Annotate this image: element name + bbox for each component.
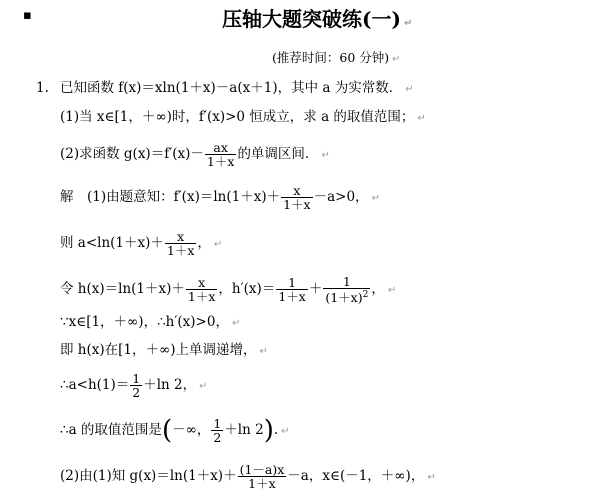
s3-frac1-num: x — [186, 276, 218, 290]
s3-suffix: ， — [371, 281, 385, 298]
s7-prefix: ∴a 的取值范围是 — [60, 422, 162, 438]
s1-frac-den: 1＋x — [283, 197, 311, 212]
paragraph-mark-icon: ↵ — [427, 472, 436, 483]
s3-mid: ，h′(x)＝ — [218, 281, 276, 298]
paragraph-mark-icon: ↵ — [321, 150, 330, 161]
paragraph-mark-icon: ↵ — [281, 426, 290, 437]
s3-fraction-2 — [276, 276, 308, 303]
s1-frac-num: x — [281, 184, 313, 198]
s3-frac2-den: 1＋x — [278, 289, 306, 305]
problem-intro — [60, 78, 414, 100]
solution-line-7 — [60, 417, 290, 444]
paragraph-mark-icon: ↵ — [213, 239, 223, 250]
s7-suffix: . — [273, 422, 279, 438]
bullet-marker: ▪ — [23, 8, 32, 23]
paragraph-mark-icon: ↵ — [417, 113, 426, 124]
paragraph-mark-icon: ↵ — [405, 84, 414, 95]
s3-frac2-num: 1 — [276, 276, 308, 290]
s3-frac3-exponent: 2 — [362, 290, 369, 300]
s2-frac-num: x — [165, 230, 197, 244]
recommended-time — [272, 48, 401, 66]
s6-frac-den: 2 — [132, 385, 141, 400]
s7-open-paren: ( — [161, 415, 173, 446]
s6-frac-num: 1 — [132, 371, 141, 386]
s3-frac3-den — [323, 289, 370, 304]
paragraph-mark-icon: ↵ — [371, 193, 380, 204]
solution-line-2 — [60, 230, 222, 257]
paragraph-mark-icon: ↵ — [199, 381, 208, 392]
s2-fraction — [165, 230, 197, 257]
question-1-text: (1)当 x∈[1，＋∞)时，f′(x)>0 恒成立，求 a 的取值范围； — [60, 109, 415, 125]
s7-fraction — [211, 417, 223, 444]
s4-text: ∵x∈[1，＋∞)，∴h′(x)>0， — [60, 314, 229, 330]
paragraph-mark-icon: ↵ — [259, 346, 268, 357]
s1-suffix: －a>0， — [313, 189, 369, 205]
s2-suffix: ， — [197, 235, 211, 251]
s6-suffix: ＋ln 2， — [143, 377, 197, 393]
question-2 — [60, 141, 330, 168]
s8-prefix: (2)由(1)知 g(x)＝ln(1＋x)＋ — [60, 468, 237, 484]
s1-prefix: 解 (1)由题意知：f′(x)＝ln(1＋x)＋ — [60, 189, 281, 205]
paragraph-mark-icon: ↵ — [392, 54, 401, 65]
solution-line-5 — [60, 340, 268, 362]
s7-frac-num: 1 — [213, 416, 222, 431]
paragraph-mark-icon: ↵ — [231, 318, 241, 329]
s8-frac-num: (1－a)x — [239, 462, 285, 477]
s3-prefix: 令 h(x)＝ln(1＋x)＋ — [60, 281, 185, 298]
solution-line-6 — [60, 372, 208, 399]
s1-fraction — [281, 184, 313, 211]
s2-prefix: 则 a<ln(1＋x)＋ — [60, 235, 164, 251]
q2-frac-num: ax — [205, 141, 237, 155]
s7-inner-1: －∞， — [172, 422, 211, 438]
page-title — [222, 3, 412, 32]
question-1 — [60, 107, 426, 129]
s2-frac-den: 1＋x — [166, 243, 195, 258]
solution-line-8 — [60, 463, 436, 490]
recommended-time-text: (推荐时间：60 分钟) — [272, 50, 390, 65]
s3-fraction-1 — [186, 276, 218, 303]
paragraph-mark-icon: ↵ — [387, 285, 397, 297]
q2-fraction — [205, 141, 237, 168]
title-text: 压轴大题突破练(一) — [222, 7, 401, 31]
s3-plus: ＋ — [308, 281, 323, 298]
s3-frac1-den: 1＋x — [187, 289, 216, 305]
s3-frac3-num: 1 — [323, 275, 370, 289]
problem-number: 1. — [36, 80, 49, 96]
s6-fraction — [130, 372, 142, 399]
s7-close-paren: ) — [263, 415, 274, 446]
s8-frac-den: 1＋x — [248, 476, 276, 491]
paragraph-mark-icon: ↵ — [403, 18, 413, 29]
s6-prefix: ∴a<h(1)＝ — [60, 377, 130, 393]
q2-prefix: (2)求函数 g(x)＝f′(x)－ — [60, 146, 204, 162]
solution-line-4 — [60, 312, 240, 334]
s3-fraction-3 — [323, 275, 370, 304]
q2-frac-den: 1＋x — [206, 154, 235, 169]
solution-line-1 — [60, 184, 380, 211]
s5-text: 即 h(x)在[1，＋∞)上单调递增， — [60, 342, 257, 358]
solution-line-3 — [60, 275, 396, 304]
problem-intro-text: 已知函数 f(x)＝xln(1＋x)－a(x＋1)，其中 a 为实常数． — [60, 80, 403, 96]
s8-fraction — [238, 463, 287, 490]
s8-suffix: －a，x∈(－1，＋∞)， — [287, 468, 425, 484]
s7-frac-den: 2 — [213, 430, 222, 445]
s3-frac3-den-base: (1＋x) — [325, 290, 363, 306]
s7-inner-2: ＋ln 2 — [224, 422, 264, 438]
q2-suffix: 的单调区间． — [237, 146, 319, 162]
